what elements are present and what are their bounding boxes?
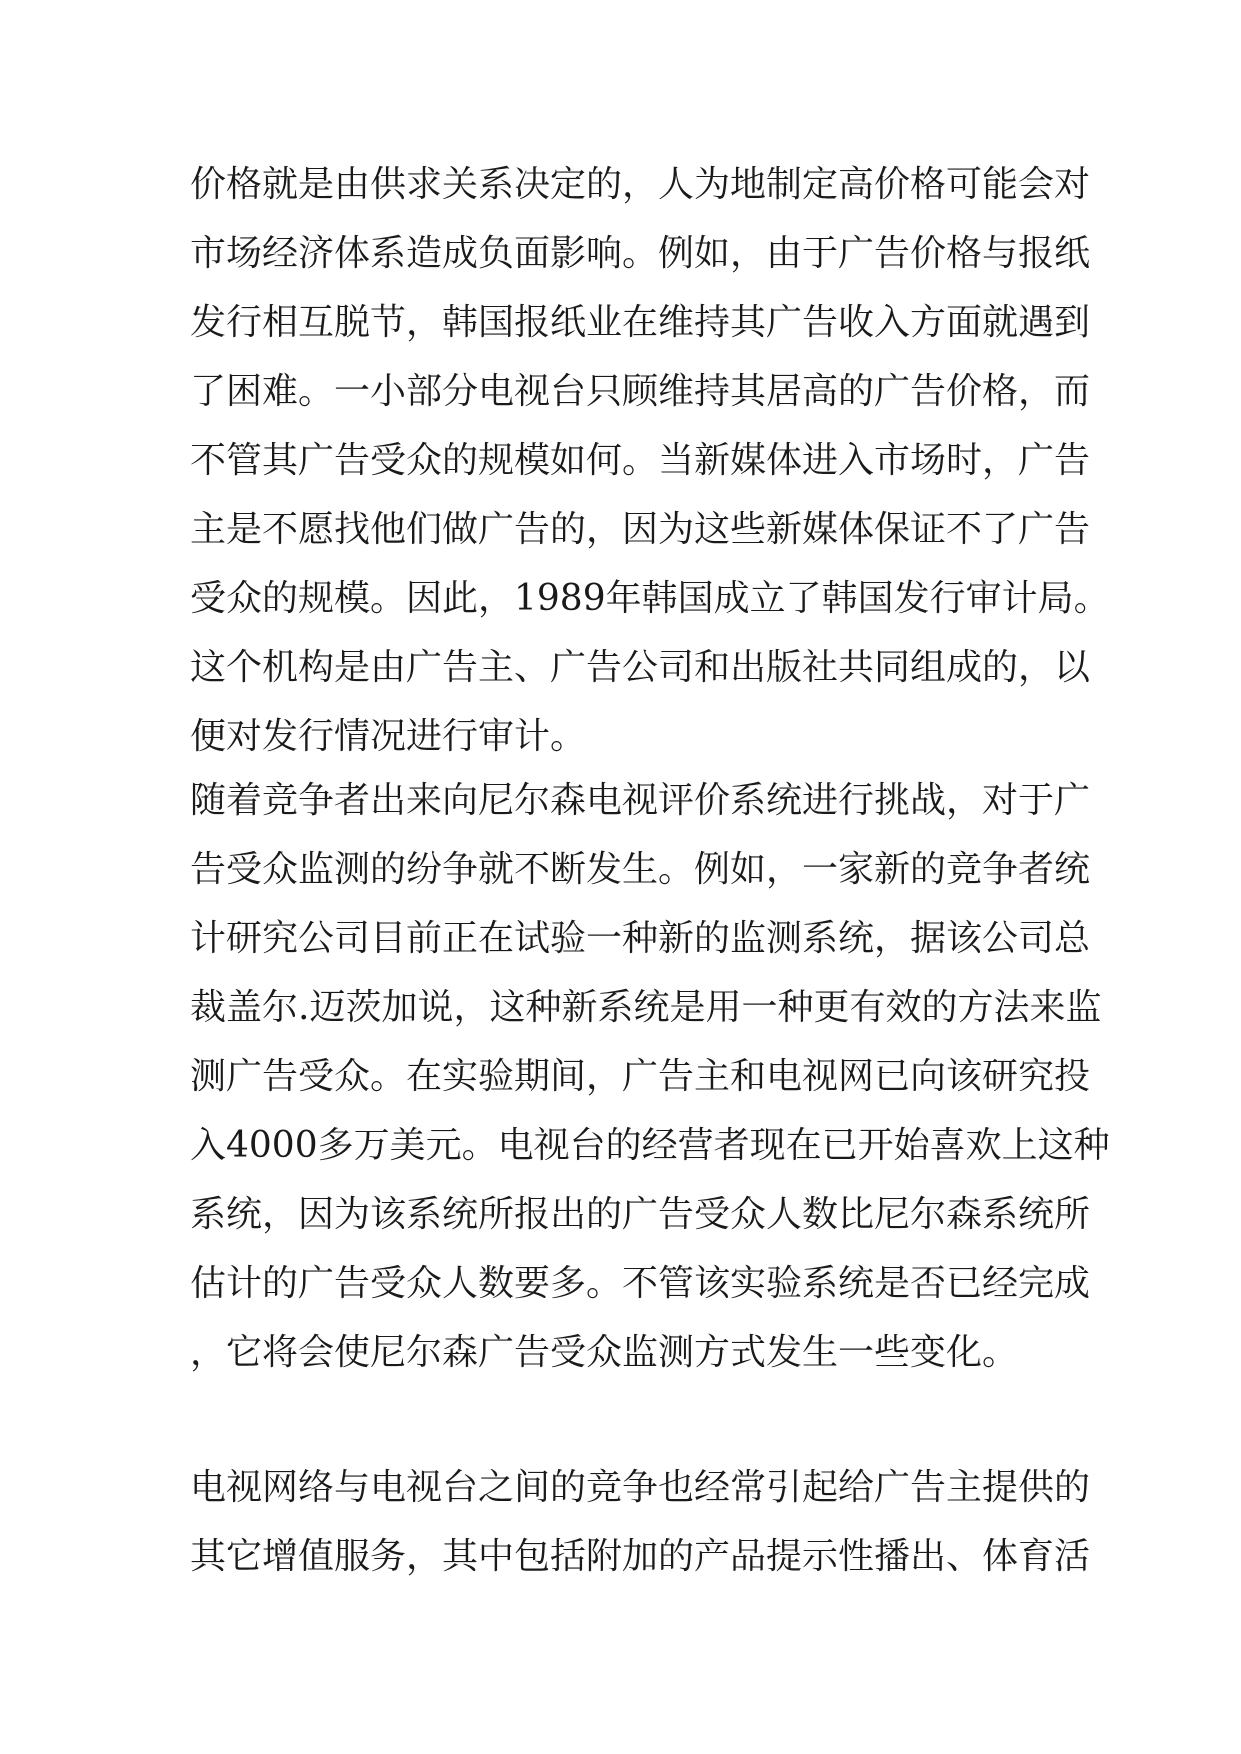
text-line: 这个机构是由广告主、广告公司和出版社共同组成的，以 xyxy=(190,647,1091,688)
text-line: 告受众监测的纷争就不断发生。例如，一家新的竞争者统 xyxy=(190,849,1091,890)
text-line: 主是不愿找他们做广告的，因为这些新媒体保证不了广告 xyxy=(190,509,1091,550)
paragraph-2 xyxy=(190,766,1110,1387)
text-line: 了困难。一小部分电视台只顾维持其居高的广告价格，而 xyxy=(190,371,1091,412)
text-line: 便对发行情况进行审计。 xyxy=(190,716,587,757)
text-line: 测广告受众。在实验期间，广告主和电视网已向该研究投 xyxy=(190,1056,1091,1097)
text-line: 裁盖尔.迈茨加说，这种新系统是用一种更有效的方法来监 xyxy=(190,987,1102,1028)
text-line: 发行相互脱节，韩国报纸业在维持其广告收入方面就遇到 xyxy=(190,302,1091,343)
text-line: 入4000多万美元。电视台的经营者现在已开始喜欢上这种 xyxy=(190,1125,1110,1166)
text-line: 系统，因为该系统所报出的广告受众人数比尼尔森系统所 xyxy=(190,1194,1091,1235)
paragraph-1 xyxy=(190,150,1110,771)
text-line: 不管其广告受众的规模如何。当新媒体进入市场时，广告 xyxy=(190,440,1091,481)
text-line: 计研究公司目前正在试验一种新的监测系统，据该公司总 xyxy=(190,918,1091,959)
paragraph-3 xyxy=(190,1453,1091,1591)
text-line: 随着竞争者出来向尼尔森电视评价系统进行挑战，对于广 xyxy=(190,780,1091,821)
text-line: ，它将会使尼尔森广告受众监测方式发生一些变化。 xyxy=(190,1332,1019,1373)
text-line: 价格就是由供求关系决定的，人为地制定高价格可能会对 xyxy=(190,164,1091,205)
text-line: 受众的规模。因此，1989年韩国成立了韩国发行审计局。 xyxy=(190,578,1110,619)
text-line: 估计的广告受众人数要多。不管该实验系统是否已经完成 xyxy=(190,1263,1091,1304)
text-line: 电视网络与电视台之间的竞争也经常引起给广告主提供的 xyxy=(190,1467,1091,1508)
text-line: 市场经济体系造成负面影响。例如，由于广告价格与报纸 xyxy=(190,233,1091,274)
text-line: 其它增值服务，其中包括附加的产品提示性播出、体育活 xyxy=(190,1536,1091,1577)
